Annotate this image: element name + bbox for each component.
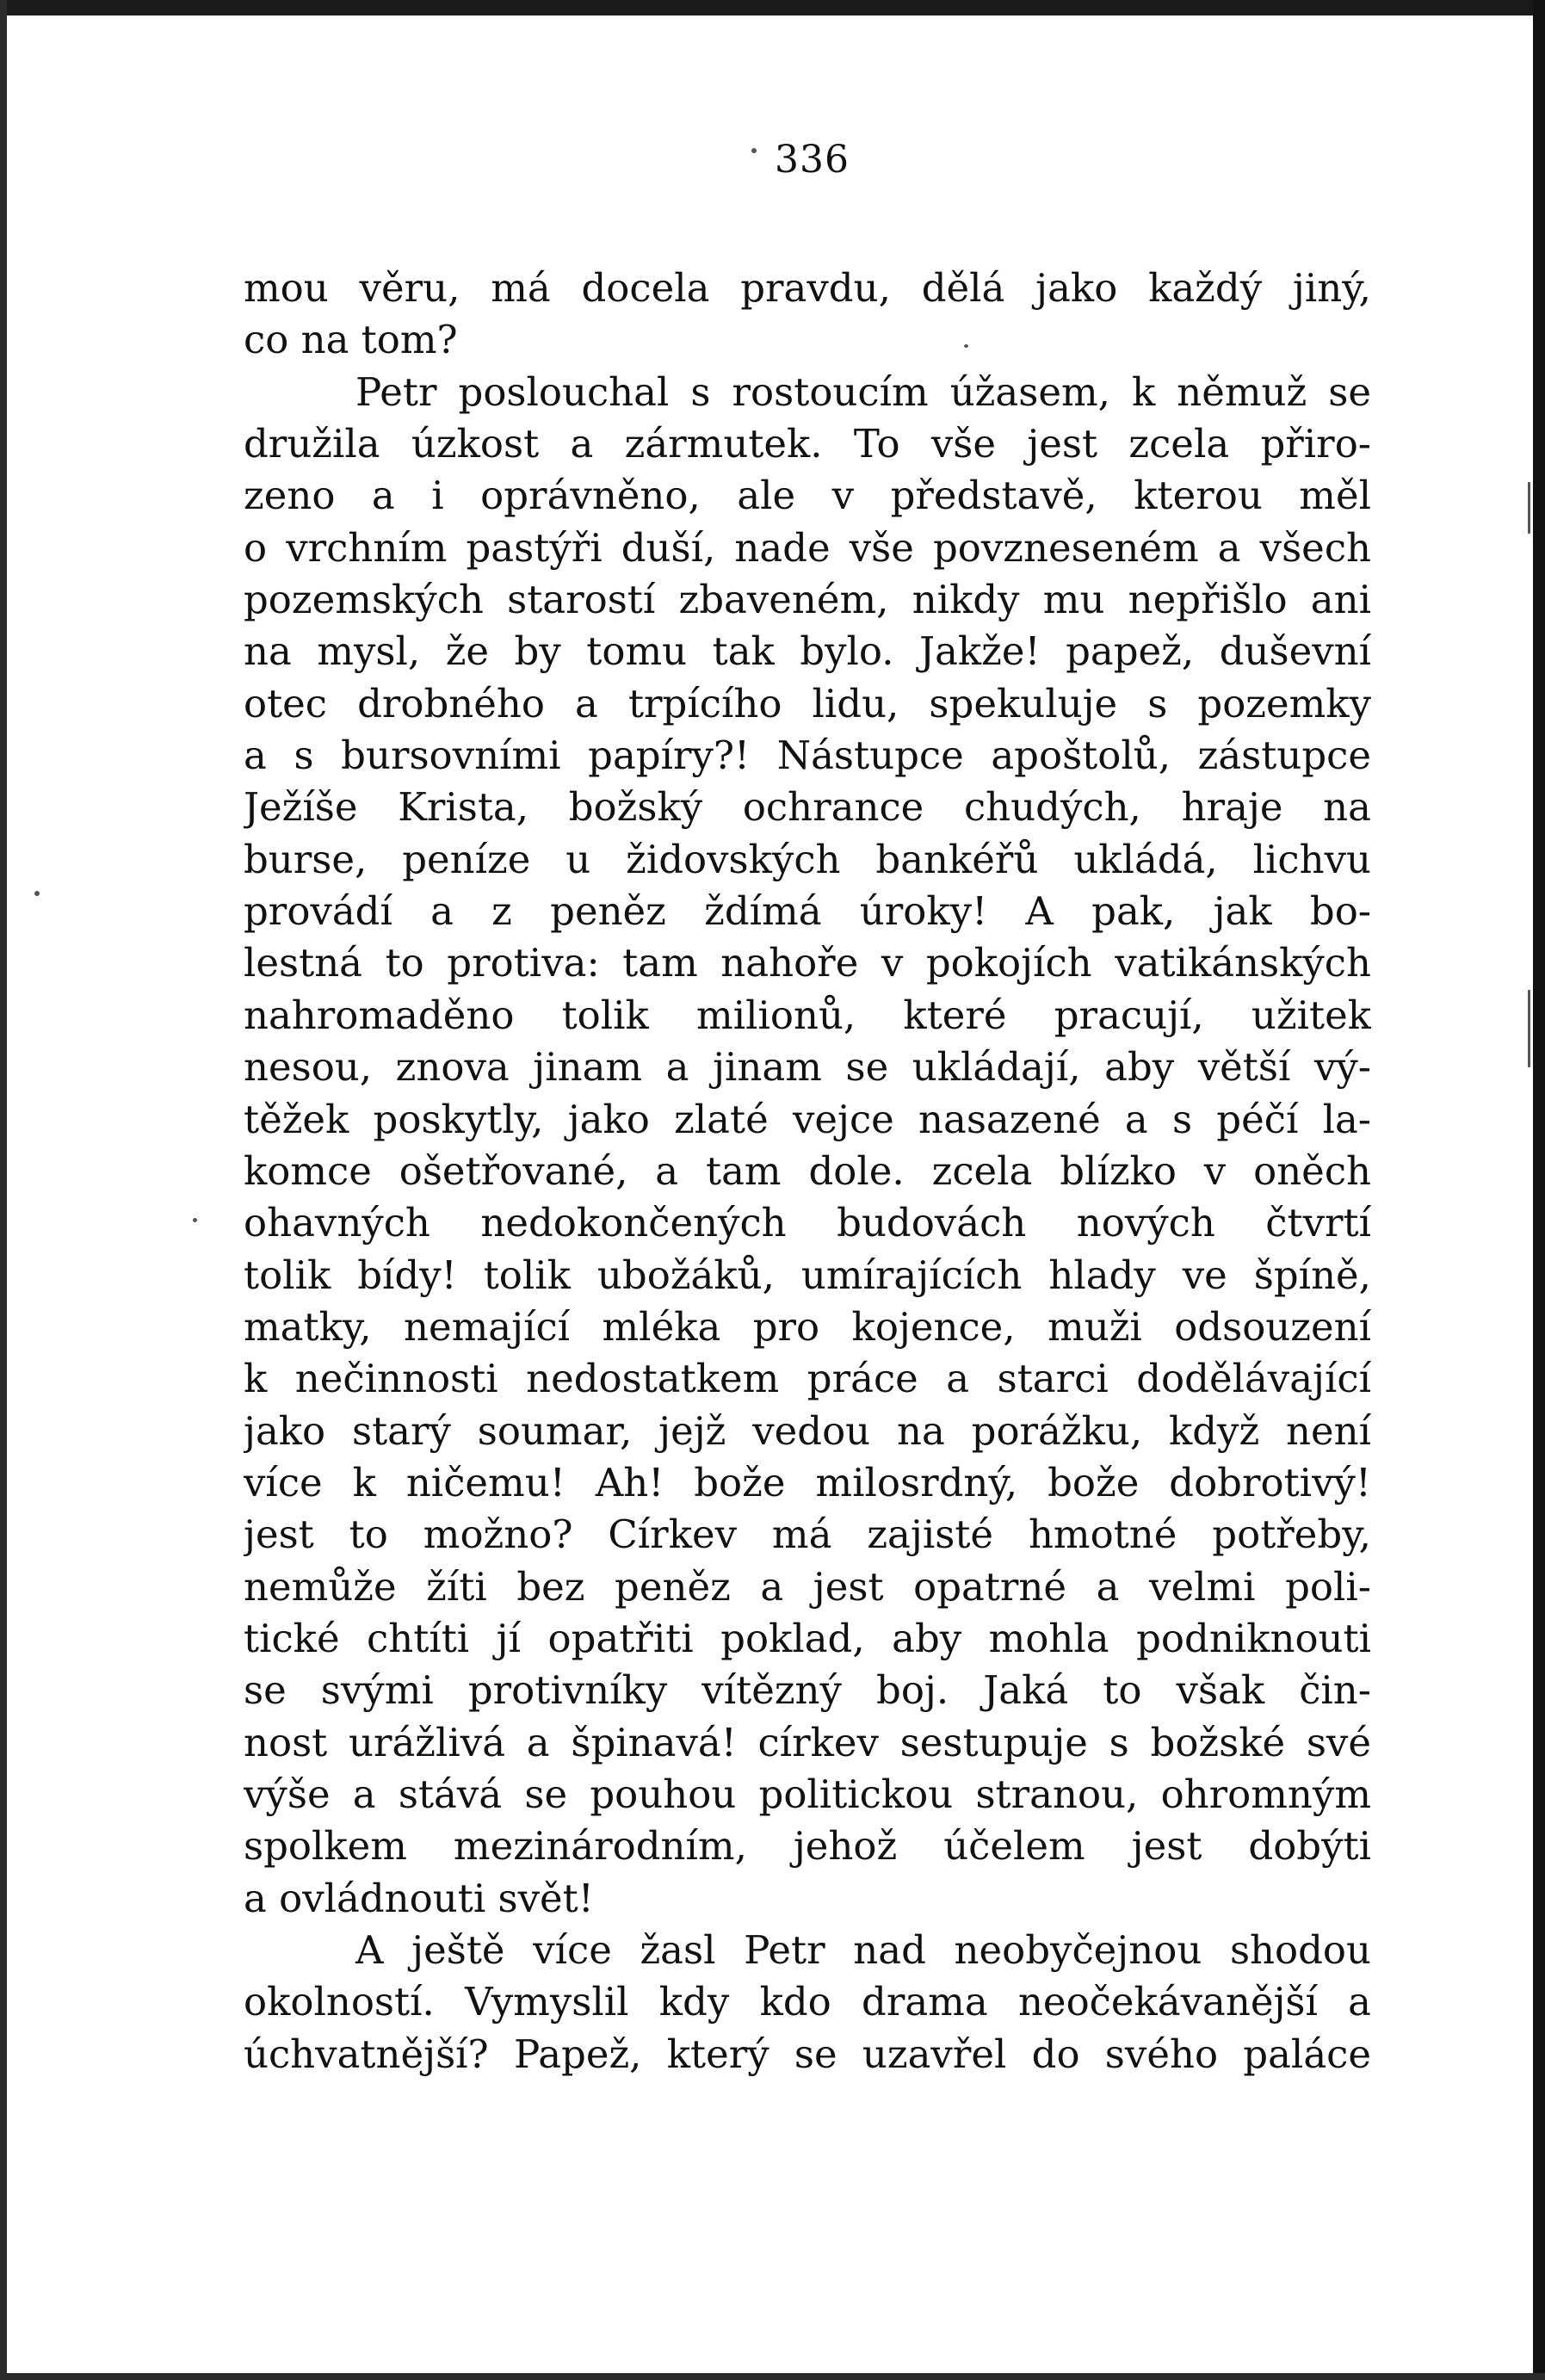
text-line: a ovládnouti svět! bbox=[244, 1875, 594, 1921]
scan-edge-mark bbox=[1528, 482, 1530, 534]
scan-bottom-border bbox=[0, 2373, 1545, 2380]
scan-speck bbox=[751, 148, 757, 153]
scan-edge-mark bbox=[1528, 990, 1530, 1067]
text-line: Ježíše Krista, božský ochrance chudých, hraje na bbox=[244, 784, 1371, 831]
text-line: provádí a z peněz ždímá úroky! A pak, jak bo- bbox=[244, 888, 1371, 935]
text-line: okolností. Vymyslil kdy kdo drama neočekávanější a bbox=[244, 1979, 1371, 2025]
text-line: jako starý soumar, jejž vedou na porážku, když není bbox=[244, 1407, 1371, 1454]
text-line: tolik bídy! tolik ubožáků, umírajících hlady ve špíně, bbox=[244, 1252, 1371, 1298]
text-line: spolkem mezinárodním, jehož účelem jest dobýti bbox=[244, 1823, 1371, 1870]
scan-top-border bbox=[0, 0, 1545, 15]
text-line: komce ošetřované, a tam dole. zcela blízko v oněch bbox=[244, 1147, 1371, 1194]
text-line: více k ničemu! Ah! bože milosrdný, bože dobrotivý! bbox=[244, 1459, 1371, 1505]
text-line: matky, nemající mléka pro kojence, muži odsouzení bbox=[244, 1303, 1371, 1350]
text-line: na mysl, že by tomu tak bylo. Jakže! papež, duševní bbox=[244, 628, 1371, 675]
text-line: zeno a i oprávněno, ale v představě, kterou měl bbox=[244, 473, 1371, 519]
text-line: nemůže žíti bez peněz a jest opatrné a velmi poli- bbox=[244, 1563, 1371, 1610]
text-line: a s bursovními papíry?! Nástupce apoštolů, zástupce bbox=[244, 733, 1371, 779]
text-line: výše a stává se pouhou politickou stranou, ohromným bbox=[244, 1771, 1371, 1817]
text-line: mou věru, má docela pravdu, dělá jako každý jiný, bbox=[244, 265, 1371, 311]
text-line: ohavných nedokončených budovách nových čtvrtí bbox=[244, 1200, 1371, 1246]
text-line: lestná to protiva: tam nahoře v pokojích vatikánských bbox=[244, 940, 1371, 986]
text-line: A ještě více žasl Petr nad neobyčejnou shodou bbox=[355, 1927, 1371, 1973]
text-line: o vrchním pastýři duší, nade vše povzneseném a všech bbox=[244, 524, 1371, 571]
text-line: co na tom? bbox=[244, 317, 458, 363]
text-line: nesou, znova jinam a jinam se ukládají, aby větší vý- bbox=[244, 1044, 1371, 1091]
text-line: Petr poslouchal s rostoucím úžasem, k němuž se bbox=[355, 368, 1371, 415]
text-line: úchvatnější? Papež, který se uzavřel do svého paláce bbox=[244, 2031, 1371, 2077]
text-line: burse, peníze u židovských bankéřů ukládá, lichvu bbox=[244, 836, 1371, 882]
text-line: tické chtíti jí opatřiti poklad, aby mohla podniknouti bbox=[244, 1615, 1371, 1661]
scan-speck bbox=[193, 1218, 197, 1222]
page-number: 336 bbox=[775, 138, 850, 182]
text-line: družila úzkost a zármutek. To vše jest zcela přiro- bbox=[244, 421, 1371, 467]
scan-left-border bbox=[0, 0, 7, 2380]
text-line: nahromaděno tolik milionů, které pracují, užitek bbox=[244, 992, 1371, 1038]
scan-speck bbox=[34, 891, 40, 896]
text-line: se svými protivníky vítězný boj. Jaká to však čin- bbox=[244, 1667, 1371, 1714]
text-line: nost urážlivá a špinavá! církev sestupuje s božské své bbox=[244, 1719, 1371, 1765]
text-line: těžek poskytly, jako zlaté vejce nasazené a s péčí la- bbox=[244, 1096, 1371, 1142]
text-line: otec drobného a trpícího lidu, spekuluje s pozemky bbox=[244, 680, 1371, 726]
text-line: pozemských starostí zbaveném, nikdy mu nepřišlo ani bbox=[244, 577, 1371, 623]
scan-right-border bbox=[1533, 0, 1545, 2380]
body-text bbox=[244, 263, 1371, 2080]
text-line: k nečinnosti nedostatkem práce a starci dodělávající bbox=[244, 1356, 1371, 1402]
text-line: jest to možno? Církev má zajisté hmotné potřeby, bbox=[244, 1511, 1371, 1558]
